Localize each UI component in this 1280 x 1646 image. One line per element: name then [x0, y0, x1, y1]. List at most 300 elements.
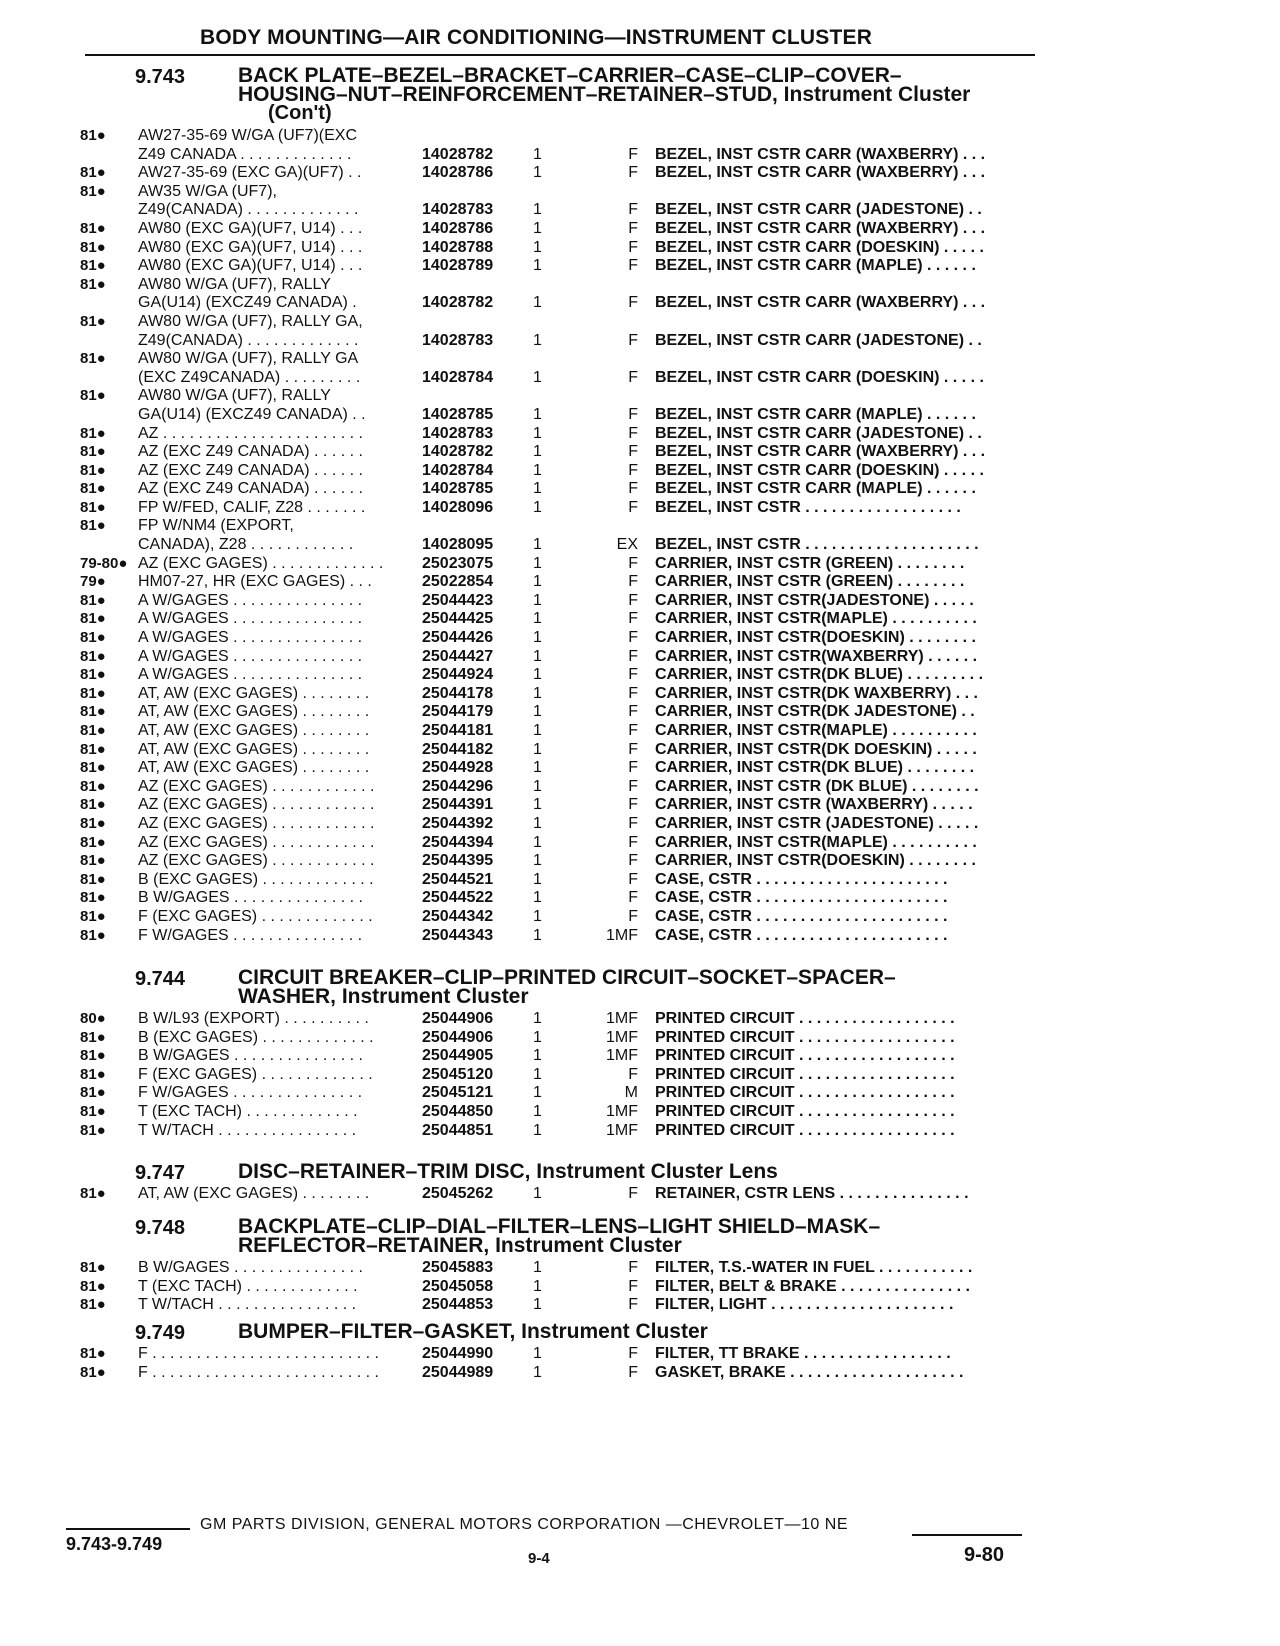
footer-page-number: 9-4 — [528, 1550, 550, 1567]
model-year: 81● — [80, 629, 106, 647]
part-number: 25044296 — [422, 777, 494, 795]
source-code: F — [628, 294, 638, 312]
application: A W/GAGES . . . . . . . . . . . . . . . — [138, 666, 363, 684]
section-heading — [80, 1160, 1040, 1184]
application: A W/GAGES . . . . . . . . . . . . . . . — [138, 629, 363, 647]
part-number: 25044990 — [422, 1345, 494, 1362]
header-rule — [85, 54, 1035, 56]
source-code: 1MF — [606, 1102, 638, 1120]
part-name: BEZEL, INST CSTR CARR (WAXBERRY) . . . — [655, 145, 986, 163]
source-code: F — [628, 257, 638, 275]
source-code: F — [628, 703, 638, 721]
part-name: CARRIER, INST CSTR (WAXBERRY) . . . . . — [655, 796, 973, 814]
model-year: 81● — [80, 1185, 106, 1202]
parts-row — [80, 685, 1040, 704]
part-name: CARRIER, INST CSTR (GREEN) . . . . . . . . — [655, 554, 965, 572]
parts-row — [80, 332, 1040, 351]
application: CANADA), Z28 . . . . . . . . . . . . — [138, 536, 354, 554]
part-number: 14028783 — [422, 201, 494, 219]
source-code: F — [628, 1065, 638, 1083]
source-code: F — [628, 1345, 638, 1362]
section-9-749 — [80, 1322, 1040, 1382]
quantity: 1 — [533, 814, 542, 832]
application: FP W/NM4 (EXPORT, — [138, 517, 294, 535]
quantity: 1 — [533, 1345, 542, 1362]
footer-publisher: GM PARTS DIVISION, GENERAL MOTORS CORPORATION —CHEVROLET—10 NE — [200, 1516, 848, 1533]
part-name: CARRIER, INST CSTR(WAXBERRY) . . . . . . — [655, 647, 978, 665]
part-number: 25044522 — [422, 889, 494, 907]
application: AW80 W/GA (UF7), RALLY — [138, 387, 331, 405]
part-name: BEZEL, INST CSTR . . . . . . . . . . . . . . . . . . . . — [655, 536, 979, 554]
application: AW27-35-69 W/GA (UF7)(EXC — [138, 127, 358, 144]
part-number: 14028786 — [422, 164, 494, 182]
model-year: 81● — [80, 610, 106, 628]
parts-row — [80, 443, 1040, 462]
quantity: 1 — [533, 1065, 542, 1083]
source-code: F — [628, 164, 638, 182]
model-year: 81● — [80, 1345, 106, 1362]
parts-row — [80, 889, 1040, 908]
parts-row — [80, 573, 1040, 592]
parts-row — [80, 1345, 1040, 1364]
parts-row — [80, 1029, 1040, 1048]
part-number: 25044179 — [422, 703, 494, 721]
parts-row — [80, 294, 1040, 313]
source-code: F — [628, 666, 638, 684]
parts-row — [80, 927, 1040, 946]
parts-row — [80, 759, 1040, 778]
parts-row — [80, 387, 1040, 406]
quantity: 1 — [533, 480, 542, 498]
footer-date: 9-80 — [964, 1544, 1005, 1566]
parts-row — [80, 480, 1040, 499]
parts-row — [80, 406, 1040, 425]
quantity: 1 — [533, 703, 542, 721]
model-year: 81● — [80, 424, 106, 442]
part-name: PRINTED CIRCUIT . . . . . . . . . . . . . . . . . . — [655, 1028, 955, 1046]
model-year: 81● — [80, 498, 106, 516]
model-year: 79-80● — [80, 554, 128, 572]
model-year: 81● — [80, 1047, 106, 1065]
source-code: 1MF — [606, 1121, 638, 1139]
quantity: 1 — [533, 684, 542, 702]
part-number: 25044521 — [422, 870, 494, 888]
model-year: 81● — [80, 889, 106, 907]
parts-row — [80, 164, 1040, 183]
part-name: FILTER, LIGHT . . . . . . . . . . . . . . . . . . . . . — [655, 1296, 954, 1314]
parts-row — [80, 1084, 1040, 1103]
source-code: F — [628, 498, 638, 516]
part-name: FILTER, T.S.-WATER IN FUEL . . . . . . . . . . . — [655, 1259, 973, 1276]
part-number: 25044989 — [422, 1363, 494, 1381]
part-number: 14028096 — [422, 498, 494, 516]
model-year: 80● — [80, 1010, 106, 1027]
application: AZ (EXC GAGES) . . . . . . . . . . . . — [138, 814, 375, 832]
model-year: 81● — [80, 759, 106, 777]
part-name: GASKET, BRAKE . . . . . . . . . . . . . . . . . . . . — [655, 1363, 964, 1381]
parts-row — [80, 276, 1040, 295]
model-year: 81● — [80, 443, 106, 461]
model-year: 81● — [80, 517, 106, 535]
part-name: CARRIER, INST CSTR (GREEN) . . . . . . . . — [655, 573, 965, 591]
part-number: 25044905 — [422, 1047, 494, 1065]
quantity: 1 — [533, 1102, 542, 1120]
source-code: F — [628, 759, 638, 777]
part-number: 25044391 — [422, 796, 494, 814]
part-name: RETAINER, CSTR LENS . . . . . . . . . . . . . . . — [655, 1185, 969, 1202]
model-year: 81● — [80, 647, 106, 665]
model-year: 81● — [80, 852, 106, 870]
part-name: BEZEL, INST CSTR CARR (WAXBERRY) . . . — [655, 443, 986, 461]
model-year: 81● — [80, 1102, 106, 1120]
application: AZ (EXC GAGES) . . . . . . . . . . . . — [138, 833, 375, 851]
section-number: 9.748 — [135, 1217, 186, 1239]
source-code: F — [628, 331, 638, 349]
parts-row — [80, 220, 1040, 239]
source-code: M — [624, 1084, 638, 1102]
part-name: BEZEL, INST CSTR CARR (MAPLE) . . . . . . — [655, 480, 976, 498]
parts-row — [80, 610, 1040, 629]
application: AW80 (EXC GA)(UF7, U14) . . . — [138, 219, 363, 237]
source-code: F — [628, 1363, 638, 1381]
part-name: PRINTED CIRCUIT . . . . . . . . . . . . . . . . . . — [655, 1065, 955, 1083]
quantity: 1 — [533, 536, 542, 554]
quantity: 1 — [533, 1047, 542, 1065]
parts-row — [80, 127, 1040, 146]
parts-row — [80, 1296, 1040, 1315]
part-name: CARRIER, INST CSTR (JADESTONE) . . . . . — [655, 814, 979, 832]
source-code: F — [628, 238, 638, 256]
section-heading — [80, 1217, 1040, 1255]
model-year: 81● — [80, 740, 106, 758]
part-name: CARRIER, INST CSTR(DOESKIN) . . . . . . . . — [655, 629, 976, 647]
quantity: 1 — [533, 145, 542, 163]
parts-row — [80, 908, 1040, 927]
application: AZ (EXC Z49 CANADA) . . . . . . — [138, 461, 363, 479]
part-number: 25044342 — [422, 907, 494, 925]
application: B (EXC GAGES) . . . . . . . . . . . . . — [138, 870, 374, 888]
application: AT, AW (EXC GAGES) . . . . . . . . — [138, 759, 370, 777]
model-year: 81● — [80, 907, 106, 925]
model-year: 81● — [80, 219, 106, 237]
section-title: BACKPLATE–CLIP–DIAL–FILTER–LENS–LIGHT SHIELD–MASK– REFLECTOR–RETAINER, Instrument Cluster — [238, 1215, 881, 1257]
part-name: BEZEL, INST CSTR CARR (WAXBERRY) . . . — [655, 219, 986, 237]
part-name: CASE, CSTR . . . . . . . . . . . . . . . . . . . . . . — [655, 926, 948, 944]
part-name: BEZEL, INST CSTR CARR (JADESTONE) . . — [655, 201, 982, 219]
part-name: PRINTED CIRCUIT . . . . . . . . . . . . . . . . . . — [655, 1010, 955, 1027]
parts-row — [80, 1103, 1040, 1122]
application: AT, AW (EXC GAGES) . . . . . . . . — [138, 703, 370, 721]
quantity: 1 — [533, 1277, 542, 1295]
application: A W/GAGES . . . . . . . . . . . . . . . — [138, 591, 363, 609]
part-name: CARRIER, INST CSTR(MAPLE) . . . . . . . . . . — [655, 833, 977, 851]
part-number: 25044906 — [422, 1010, 494, 1027]
part-name: BEZEL, INST CSTR CARR (WAXBERRY) . . . — [655, 164, 986, 182]
part-name: PRINTED CIRCUIT . . . . . . . . . . . . . . . . . . — [655, 1084, 955, 1102]
parts-row — [80, 183, 1040, 202]
parts-list — [80, 127, 1040, 945]
section-heading — [80, 968, 1040, 1006]
part-name: CARRIER, INST CSTR(MAPLE) . . . . . . . . . . — [655, 610, 977, 628]
section-title: BACK PLATE–BEZEL–BRACKET–CARRIER–CASE–CLIP–COVER– HOUSING–NUT–REINFORCEMENT–RETAINER–STUD, Instrument Cluster — [238, 64, 971, 106]
source-code: 1MF — [606, 1047, 638, 1065]
section-number: 9.747 — [135, 1162, 186, 1184]
model-year: 81● — [80, 1121, 106, 1139]
source-code: F — [628, 1185, 638, 1202]
part-number: 25044395 — [422, 852, 494, 870]
quantity: 1 — [533, 796, 542, 814]
parts-row — [80, 778, 1040, 797]
model-year: 81● — [80, 182, 106, 200]
application: AW27-35-69 (EXC GA)(UF7) . . — [138, 164, 362, 182]
part-number: 25045262 — [422, 1185, 494, 1202]
application: HM07-27, HR (EXC GAGES) . . . — [138, 573, 372, 591]
application: AZ (EXC Z49 CANADA) . . . . . . — [138, 480, 363, 498]
part-name: FILTER, BELT & BRAKE . . . . . . . . . . . . . . . — [655, 1277, 970, 1295]
part-number: 14028095 — [422, 536, 494, 554]
model-year: 81● — [80, 1259, 106, 1276]
source-code: F — [628, 461, 638, 479]
quantity: 1 — [533, 294, 542, 312]
quantity: 1 — [533, 629, 542, 647]
quantity: 1 — [533, 368, 542, 386]
quantity: 1 — [533, 666, 542, 684]
part-number: 25044423 — [422, 591, 494, 609]
application: AT, AW (EXC GAGES) . . . . . . . . — [138, 722, 370, 739]
part-number: 25044181 — [422, 722, 494, 739]
section-number: 9.743 — [135, 66, 186, 88]
parts-row — [80, 499, 1040, 518]
model-year: 81● — [80, 684, 106, 702]
model-year: 81● — [80, 257, 106, 275]
parts-row — [80, 536, 1040, 555]
application: F . . . . . . . . . . . . . . . . . . . . . . . . . . — [138, 1363, 379, 1381]
application: FP W/FED, CALIF, Z28 . . . . . . . — [138, 498, 366, 516]
source-code: F — [628, 814, 638, 832]
parts-row — [80, 1010, 1040, 1029]
section-title: DISC–RETAINER–TRIM DISC, Instrument Cluster Lens — [238, 1160, 778, 1183]
model-year: 81● — [80, 666, 106, 684]
model-year: 81● — [80, 164, 106, 182]
parts-row — [80, 592, 1040, 611]
model-year: 79● — [80, 573, 106, 591]
parts-row — [80, 1278, 1040, 1297]
quantity: 1 — [533, 647, 542, 665]
section-number: 9.749 — [135, 1322, 186, 1344]
application: B W/L93 (EXPORT) . . . . . . . . . . — [138, 1010, 369, 1027]
source-code: 1MF — [606, 1010, 638, 1027]
part-name: BEZEL, INST CSTR CARR (WAXBERRY) . . . — [655, 294, 986, 312]
source-code: 1MF — [606, 1028, 638, 1046]
part-number: 25044178 — [422, 684, 494, 702]
quantity: 1 — [533, 164, 542, 182]
application: (EXC Z49CANADA) . . . . . . . . . — [138, 368, 361, 386]
part-number: 14028785 — [422, 480, 494, 498]
part-name: BEZEL, INST CSTR CARR (JADESTONE) . . — [655, 331, 982, 349]
part-number: 14028788 — [422, 238, 494, 256]
section-heading — [80, 1320, 1040, 1344]
parts-row — [80, 350, 1040, 369]
model-year: 81● — [80, 312, 106, 330]
quantity: 1 — [533, 1028, 542, 1046]
quantity: 1 — [533, 405, 542, 423]
quantity: 1 — [533, 257, 542, 275]
quantity: 1 — [533, 1363, 542, 1381]
parts-row — [80, 703, 1040, 722]
part-number: 14028784 — [422, 368, 494, 386]
quantity: 1 — [533, 1121, 542, 1139]
part-number: 25044343 — [422, 926, 494, 944]
part-number: 14028784 — [422, 461, 494, 479]
quantity: 1 — [533, 461, 542, 479]
parts-row — [80, 648, 1040, 667]
source-code: F — [628, 424, 638, 442]
quantity: 1 — [533, 331, 542, 349]
quantity: 1 — [533, 610, 542, 628]
part-name: CASE, CSTR . . . . . . . . . . . . . . . . . . . . . . — [655, 870, 948, 888]
part-name: CARRIER, INST CSTR(JADESTONE) . . . . . — [655, 591, 974, 609]
part-name: CASE, CSTR . . . . . . . . . . . . . . . . . . . . . . — [655, 889, 948, 907]
part-number: 25044906 — [422, 1028, 494, 1046]
part-number: 25044928 — [422, 759, 494, 777]
part-name: PRINTED CIRCUIT . . . . . . . . . . . . . . . . . . — [655, 1102, 955, 1120]
model-year: 81● — [80, 480, 106, 498]
parts-row — [80, 666, 1040, 685]
source-code: F — [628, 610, 638, 628]
source-code: F — [628, 1259, 638, 1276]
application: AZ (EXC GAGES) . . . . . . . . . . . . — [138, 852, 375, 870]
application: Z49(CANADA) . . . . . . . . . . . . . — [138, 331, 359, 349]
quantity: 1 — [533, 1010, 542, 1027]
source-code: F — [628, 777, 638, 795]
parts-row — [80, 146, 1040, 165]
part-number: 14028786 — [422, 219, 494, 237]
model-year: 81● — [80, 1363, 106, 1381]
part-name: PRINTED CIRCUIT . . . . . . . . . . . . . . . . . . — [655, 1121, 955, 1139]
application: AT, AW (EXC GAGES) . . . . . . . . — [138, 1185, 370, 1202]
source-code: F — [628, 740, 638, 758]
model-year: 81● — [80, 1296, 106, 1314]
section-title: BUMPER–FILTER–GASKET, Instrument Cluster — [238, 1320, 708, 1343]
application: F W/GAGES . . . . . . . . . . . . . . . — [138, 926, 363, 944]
part-name: BEZEL, INST CSTR . . . . . . . . . . . . . . . . . . — [655, 498, 961, 516]
application: AZ (EXC GAGES) . . . . . . . . . . . . . — [138, 554, 384, 572]
source-code: F — [628, 591, 638, 609]
application: GA(U14) (EXCZ49 CANADA) . — [138, 294, 357, 312]
source-code: 1MF — [606, 926, 638, 944]
part-number: 25044392 — [422, 814, 494, 832]
quantity: 1 — [533, 759, 542, 777]
source-code: F — [628, 1277, 638, 1295]
part-number: 25022854 — [422, 573, 494, 591]
parts-row — [80, 852, 1040, 871]
parts-row — [80, 1185, 1040, 1204]
quantity: 1 — [533, 740, 542, 758]
model-year: 81● — [80, 814, 106, 832]
source-code: F — [628, 368, 638, 386]
source-code: F — [628, 554, 638, 572]
parts-row — [80, 313, 1040, 332]
parts-list — [80, 1010, 1040, 1140]
source-code: F — [628, 573, 638, 591]
part-number: 25044850 — [422, 1102, 494, 1120]
application: A W/GAGES . . . . . . . . . . . . . . . — [138, 647, 363, 665]
quantity: 1 — [533, 852, 542, 870]
parts-row — [80, 239, 1040, 258]
part-name: BEZEL, INST CSTR CARR (DOESKIN) . . . . . — [655, 368, 984, 386]
source-code: F — [628, 629, 638, 647]
quantity: 1 — [533, 1296, 542, 1314]
application: B W/GAGES . . . . . . . . . . . . . . . — [138, 1259, 363, 1276]
application: AT, AW (EXC GAGES) . . . . . . . . — [138, 684, 370, 702]
application: AW80 W/GA (UF7), RALLY GA — [138, 350, 359, 368]
source-code: F — [628, 722, 638, 739]
part-name: BEZEL, INST CSTR CARR (MAPLE) . . . . . . — [655, 405, 976, 423]
application: B W/GAGES . . . . . . . . . . . . . . . — [138, 889, 363, 907]
footer-rule-left — [66, 1528, 190, 1530]
part-name: BEZEL, INST CSTR CARR (MAPLE) . . . . . . — [655, 257, 976, 275]
parts-list — [80, 1259, 1040, 1315]
source-code: F — [628, 405, 638, 423]
parts-row — [80, 517, 1040, 536]
application: B (EXC GAGES) . . . . . . . . . . . . . — [138, 1028, 374, 1046]
parts-row — [80, 1364, 1040, 1383]
source-code: F — [628, 907, 638, 925]
parts-row — [80, 201, 1040, 220]
section-9-743 — [80, 66, 1040, 945]
application: AT, AW (EXC GAGES) . . . . . . . . — [138, 740, 370, 758]
part-number: 25044851 — [422, 1121, 494, 1139]
part-number: 25044853 — [422, 1296, 494, 1314]
model-year: 81● — [80, 1084, 106, 1102]
part-number: 25023075 — [422, 554, 494, 572]
model-year: 81● — [80, 833, 106, 851]
application: AW80 W/GA (UF7), RALLY GA, — [138, 312, 363, 330]
part-number: 25044394 — [422, 833, 494, 851]
quantity: 1 — [533, 1084, 542, 1102]
source-code: F — [628, 833, 638, 851]
parts-row — [80, 1259, 1040, 1278]
application: GA(U14) (EXCZ49 CANADA) . . — [138, 405, 366, 423]
application: AZ . . . . . . . . . . . . . . . . . . . . . . . — [138, 424, 363, 442]
part-name: CARRIER, INST CSTR(DK DOESKIN) . . . . . — [655, 740, 977, 758]
source-code: F — [628, 870, 638, 888]
model-year: 81● — [80, 926, 106, 944]
source-code: EX — [616, 536, 638, 554]
part-name: CARRIER, INST CSTR (DK BLUE) . . . . . . . . — [655, 777, 979, 795]
part-number: 25045121 — [422, 1084, 494, 1102]
quantity: 1 — [533, 907, 542, 925]
part-name: BEZEL, INST CSTR CARR (DOESKIN) . . . . . — [655, 238, 984, 256]
model-year: 81● — [80, 777, 106, 795]
quantity: 1 — [533, 554, 542, 572]
application: T W/TACH . . . . . . . . . . . . . . . . — [138, 1121, 357, 1139]
model-year: 81● — [80, 461, 106, 479]
section-heading — [80, 66, 1040, 123]
part-number: 25044425 — [422, 610, 494, 628]
quantity: 1 — [533, 1259, 542, 1276]
application: F (EXC GAGES) . . . . . . . . . . . . . — [138, 1065, 373, 1083]
part-name: BEZEL, INST CSTR CARR (DOESKIN) . . . . . — [655, 461, 984, 479]
application: AW80 (EXC GA)(UF7, U14) . . . — [138, 238, 363, 256]
section-9-747 — [80, 1162, 1040, 1204]
source-code: F — [628, 852, 638, 870]
part-number: 14028783 — [422, 331, 494, 349]
application: AW35 W/GA (UF7), — [138, 182, 277, 200]
parts-row — [80, 815, 1040, 834]
source-code: F — [628, 145, 638, 163]
quantity: 1 — [533, 926, 542, 944]
